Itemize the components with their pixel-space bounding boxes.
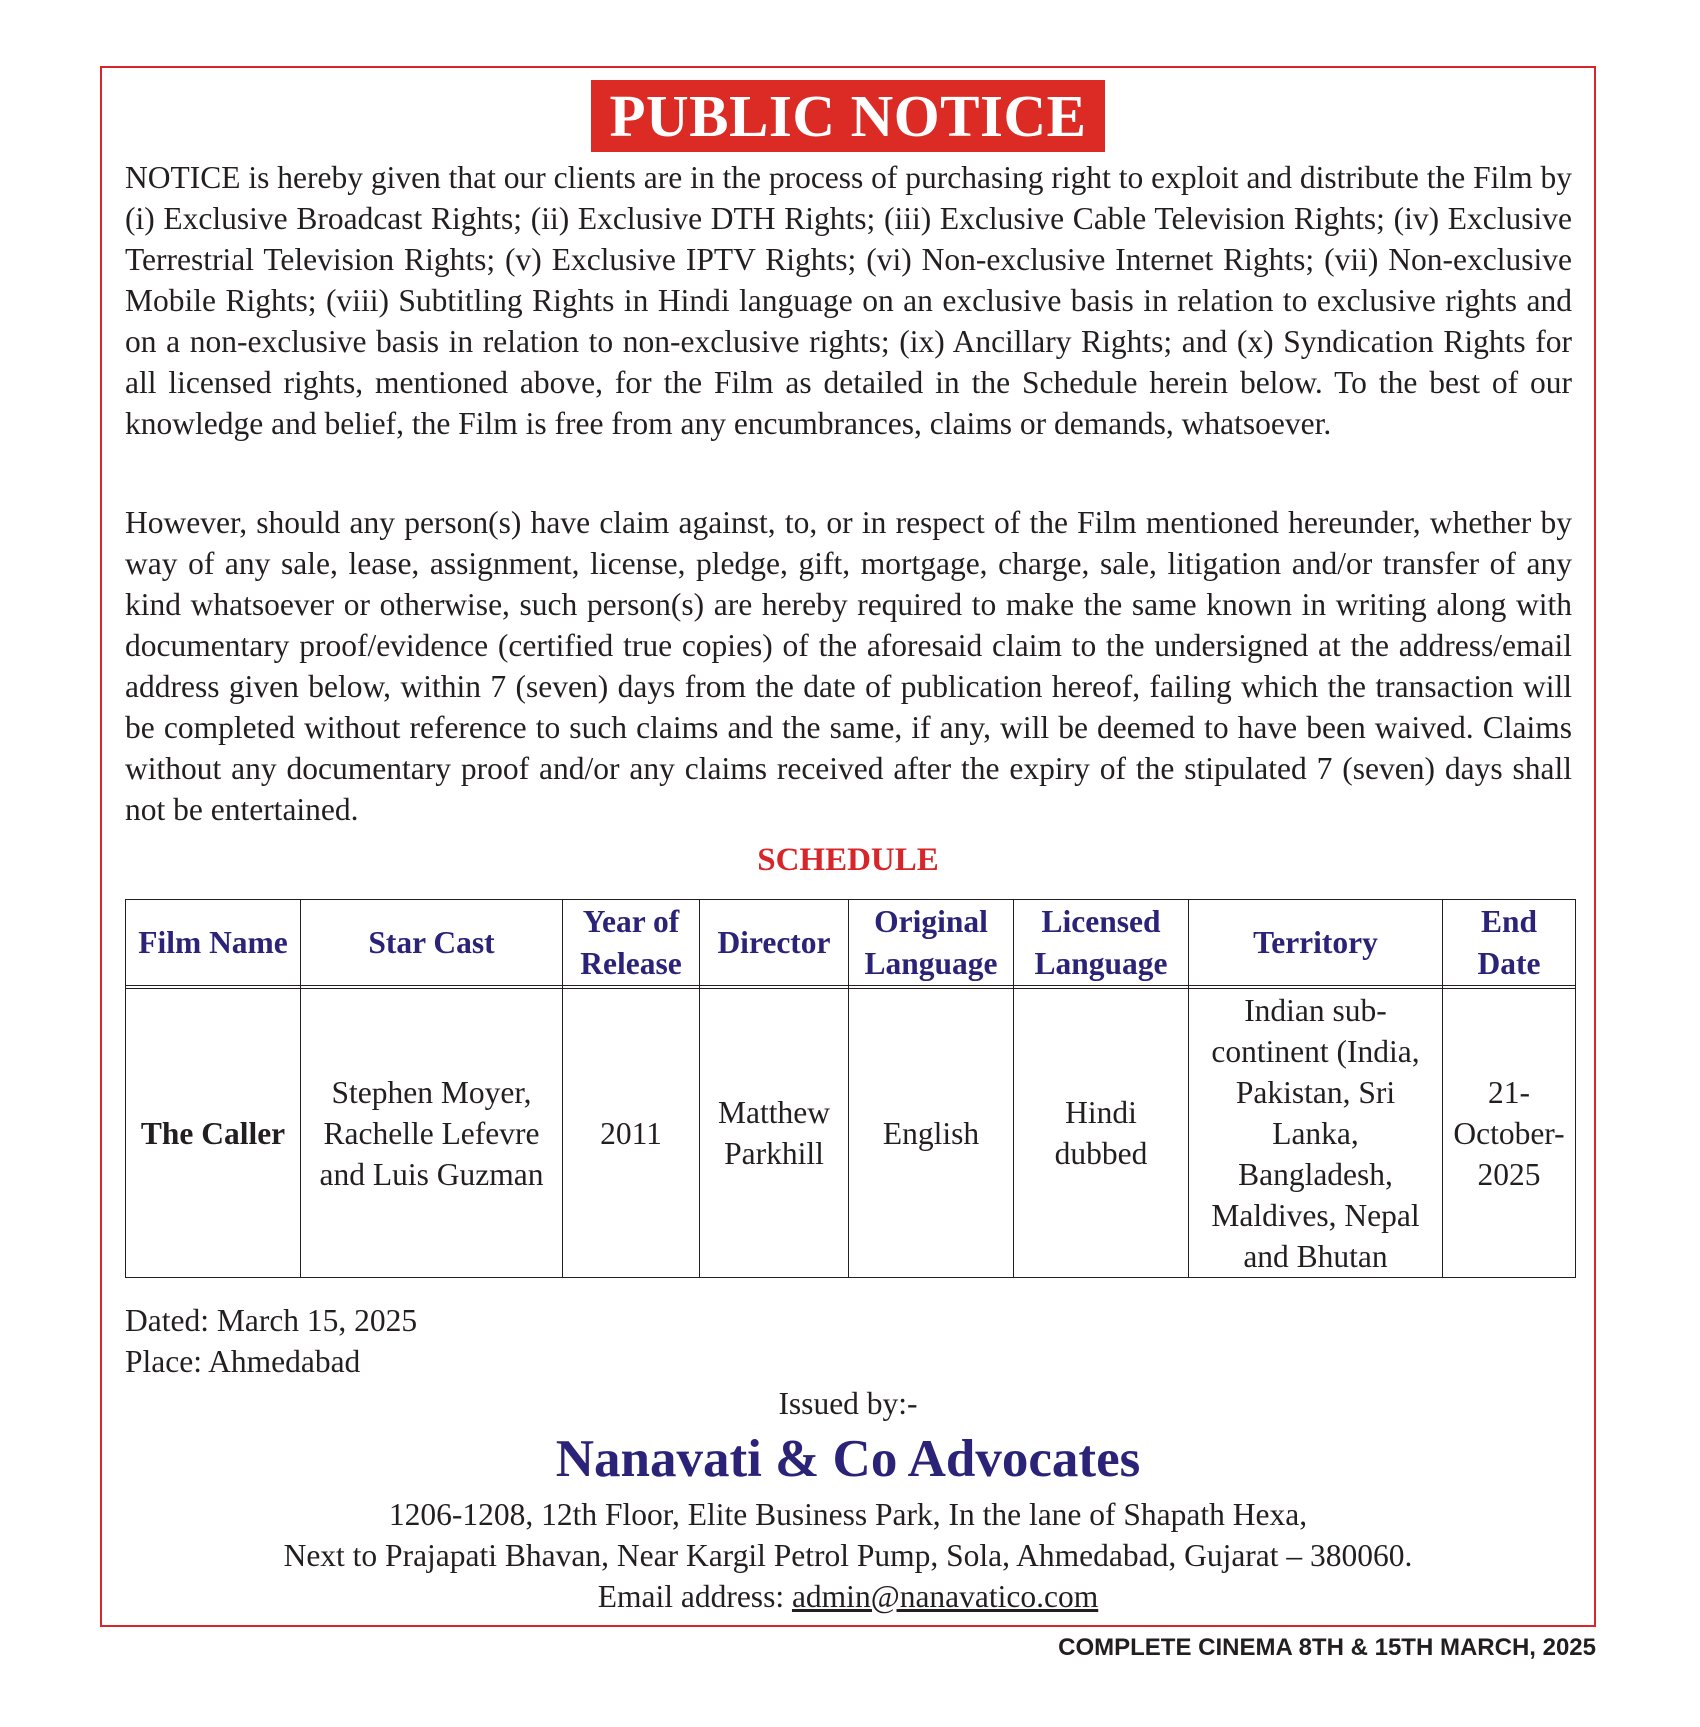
cell-film-name: The Caller — [126, 989, 301, 1278]
dated-line: Dated: March 15, 2025 — [125, 1303, 418, 1338]
email-label: Email address: — [597, 1579, 792, 1614]
address-line-1: 1206-1208, 12th Floor, Elite Business Park, In the lane of Shapath Hexa, — [388, 1497, 1308, 1532]
cell-licensed-language: Hindi dubbed — [1014, 989, 1189, 1278]
notice-frame — [100, 66, 1596, 1627]
publication-footer: COMPLETE CINEMA 8TH & 15TH MARCH, 2025 — [1058, 1634, 1596, 1661]
email-line — [102, 1576, 1594, 1617]
cell-end-date: 21-October-2025 — [1443, 989, 1576, 1278]
header-director: Director — [700, 900, 849, 986]
notice-title: PUBLIC NOTICE — [591, 80, 1106, 152]
cell-star-cast: Stephen Moyer, Rachelle Lefevre and Luis Guzman — [301, 989, 563, 1278]
email-link[interactable]: admin@nanavatico.com — [791, 1579, 1099, 1614]
cell-territory: Indian sub-continent (India, Pakistan, Sri Lanka, Bangladesh, Maldives, Nepal and Bhutan — [1189, 989, 1443, 1278]
header-year-of-release: Year of Release — [563, 900, 700, 986]
header-film-name: Film Name — [126, 900, 301, 986]
header-end-date: End Date — [1443, 900, 1576, 986]
schedule-title: SCHEDULE — [757, 842, 939, 878]
firm-name: Nanavati & Co Advocates — [555, 1430, 1141, 1488]
place-line: Place: Ahmedabad — [125, 1344, 361, 1379]
issued-by: Issued by:- — [778, 1386, 918, 1421]
schedule-table — [125, 899, 1576, 1278]
cell-original-language: English — [849, 989, 1014, 1278]
header-licensed-language: Licensed Language — [1014, 900, 1189, 986]
address-line-2: Next to Prajapati Bhavan, Near Kargil Petrol Pump, Sola, Ahmedabad, Gujarat – 380060. — [283, 1538, 1413, 1573]
cell-director: Matthew Parkhill — [700, 989, 849, 1278]
header-territory: Territory — [1189, 900, 1443, 986]
header-star-cast: Star Cast — [301, 900, 563, 986]
header-original-language: Original Language — [849, 900, 1014, 986]
table-header-row — [126, 900, 1576, 986]
notice-paragraph-2: However, should any person(s) have claim against, to, or in respect of the Film mentioned hereunder, whether by way of any sale, lease, assignment, license, pledge, gift, mortgage, charge, sale, litigation and/or transfer of any kind whatsoever or otherwise, such person(s) are hereby required to make the same known in writing along with documentary proof/evidence (certified true copies) of the aforesaid claim to the undersigned at the address/email address given below, within 7 (seven) days from the date of publication hereof, failing which the transaction will be completed without reference to such claims and the same, if any, will be deemed to have been waived. Claims without any documentary proof and/or any claims received after the expiry of the stipulated 7 (seven) days shall not be entertained. — [125, 505, 1572, 827]
table-row — [126, 989, 1576, 1278]
notice-paragraph-1: NOTICE is hereby given that our clients are in the process of purchasing right to exploit and distribute the Film by (i) Exclusive Broadcast Rights; (ii) Exclusive DTH Rights; (iii) Exclusive Cable Television Rights; (iv) Exclusive Terrestrial Television Rights; (v) Exclusive IPTV Rights; (vi) Non-exclusive Internet Rights; (vii) Non-exclusive Mobile Rights; (viii) Subtitling Rights in Hindi language on an exclusive basis in relation to exclusive rights and on a non-exclusive basis in relation to non-exclusive rights; (ix) Ancillary Rights; and (x) Syndication Rights for all licensed rights, mentioned above, for the Film as detailed in the Schedule herein below. To the best of our knowledge and belief, the Film is free from any encumbrances, claims or demands, whatsoever. — [125, 160, 1572, 441]
title-wrap — [102, 80, 1594, 152]
cell-year-of-release: 2011 — [563, 989, 700, 1278]
